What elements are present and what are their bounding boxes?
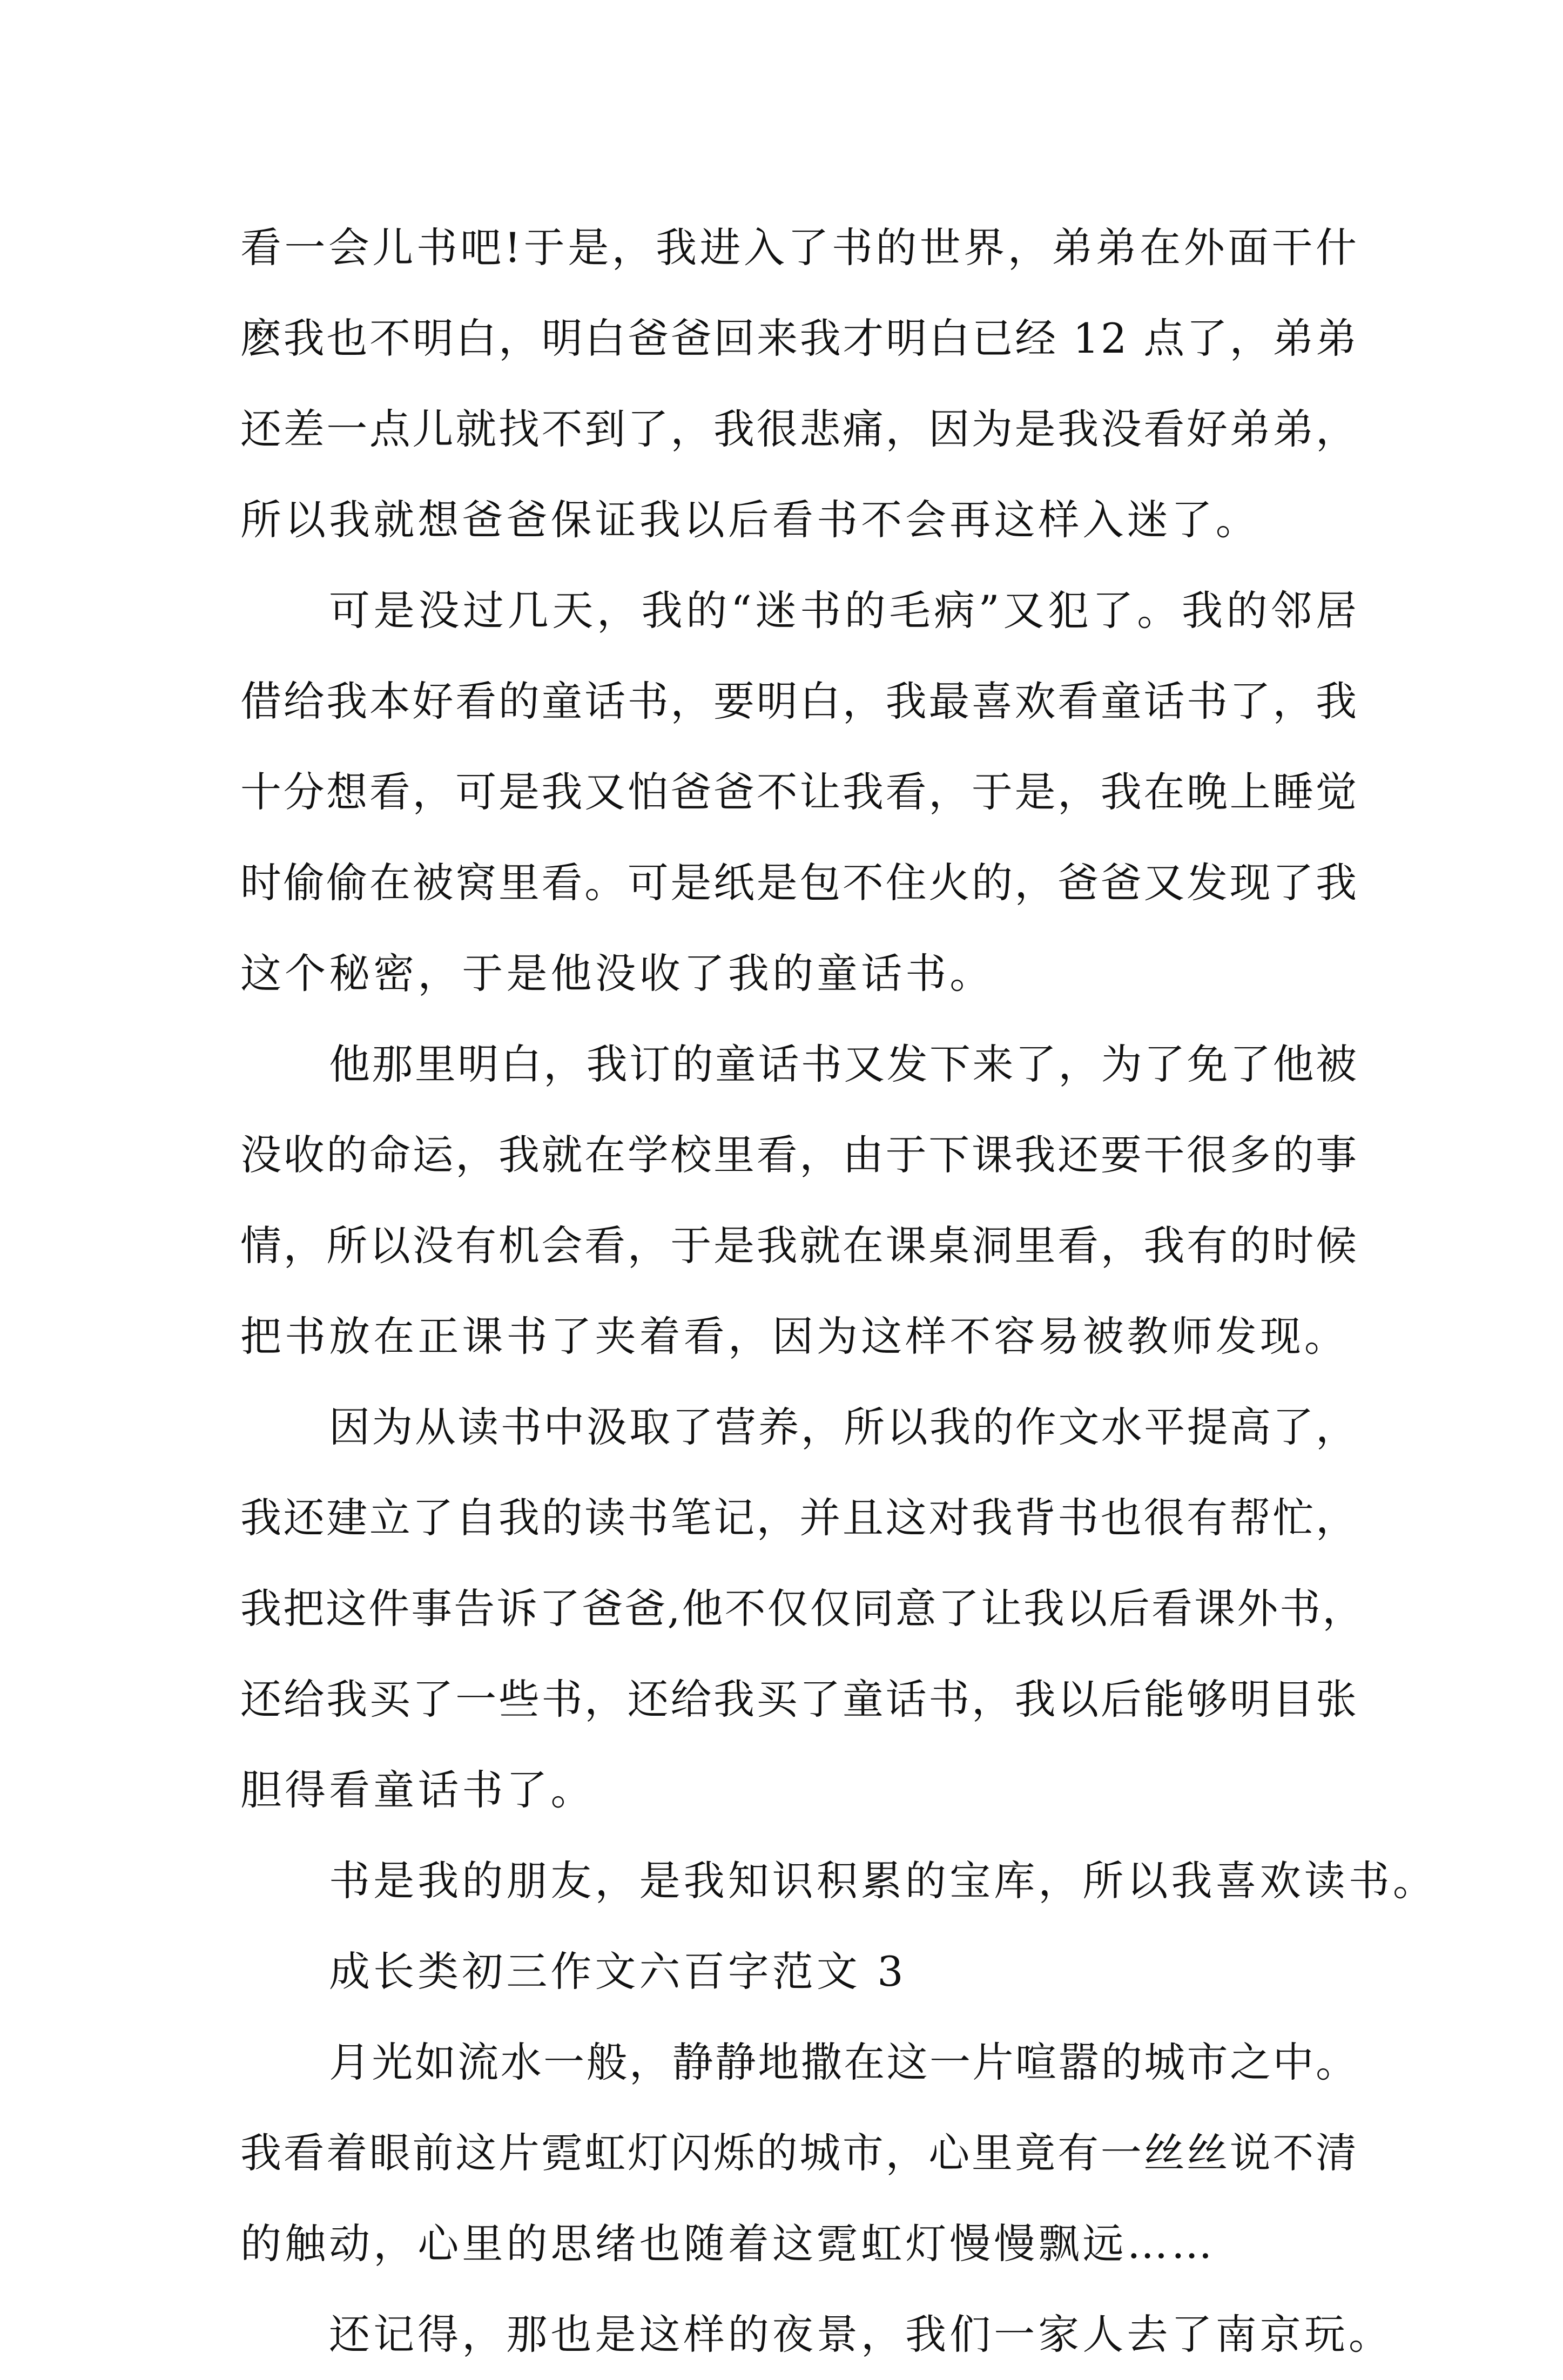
paragraph-first-line: 还记得，那也是这样的夜景，我们一家人去了南京玩。 xyxy=(329,2310,1393,2358)
paragraph-first-line: 他那里明白，我订的童话书又发下来了，为了免了他被 xyxy=(329,1040,1358,1088)
text-line: 情，所以没有机会看，于是我就在课桌洞里看，我有的时候 xyxy=(240,1222,1358,1270)
text-line: 我把这件事告诉了爸爸,他不仅仅同意了让我以后看课外书， xyxy=(240,1585,1365,1633)
text-line: 的触动，心里的思绪也随着这霓虹灯慢慢飘远…… xyxy=(240,2220,1216,2268)
text-line: 这个秘密，于是他没收了我的童话书。 xyxy=(240,949,994,997)
text-line: 十分想看，可是我又怕爸爸不让我看，于是，我在晚上睡觉 xyxy=(240,768,1358,816)
text-line: 我看着眼前这片霓虹灯闪烁的城市，心里竟有一丝丝说不清 xyxy=(240,2129,1358,2177)
paragraph-first-line: 因为从读书中汲取了营养，所以我的作文水平提高了， xyxy=(329,1403,1358,1451)
section-heading: 成长类初三作文六百字范文 3 xyxy=(329,1947,907,1995)
text-line: 借给我本好看的童话书，要明白，我最喜欢看童话书了，我 xyxy=(240,677,1358,725)
text-line: 麽我也不明白，明白爸爸回来我才明白已经 12 点了，弟弟 xyxy=(240,314,1358,362)
text-line: 没收的命运，我就在学校里看，由于下课我还要干很多的事 xyxy=(240,1131,1358,1179)
text-line: 看一会儿书吧!于是，我进入了书的世界，弟弟在外面干什 xyxy=(240,224,1358,272)
paragraph-first-line: 可是没过几天，我的“迷书的毛病”又犯了。我的邻居 xyxy=(329,586,1358,635)
text-line: 时偷偷在被窝里看。可是纸是包不住火的，爸爸又发现了我 xyxy=(240,859,1358,907)
text-line: 我还建立了自我的读书笔记，并且这对我背书也很有帮忙， xyxy=(240,1494,1358,1542)
paragraph-first-line: 书是我的朋友，是我知识积累的宝库，所以我喜欢读书。 xyxy=(329,1857,1437,1905)
essay-body xyxy=(240,203,1437,2380)
text-line: 所以我就想爸爸保证我以后看书不会再这样入迷了。 xyxy=(240,496,1260,544)
text-line: 把书放在正课书了夹着看，因为这样不容易被教师发现。 xyxy=(240,1312,1349,1360)
text-line: 还给我买了一些书，还给我买了童话书，我以后能够明目张 xyxy=(240,1675,1358,1723)
text-line: 还差一点儿就找不到了，我很悲痛，因为是我没看好弟弟， xyxy=(240,405,1358,453)
text-line: 胆得看童话书了。 xyxy=(240,1766,595,1814)
paragraph-first-line: 月光如流水一般，静静地撒在这一片喧嚣的城市之中。 xyxy=(329,2038,1358,2086)
